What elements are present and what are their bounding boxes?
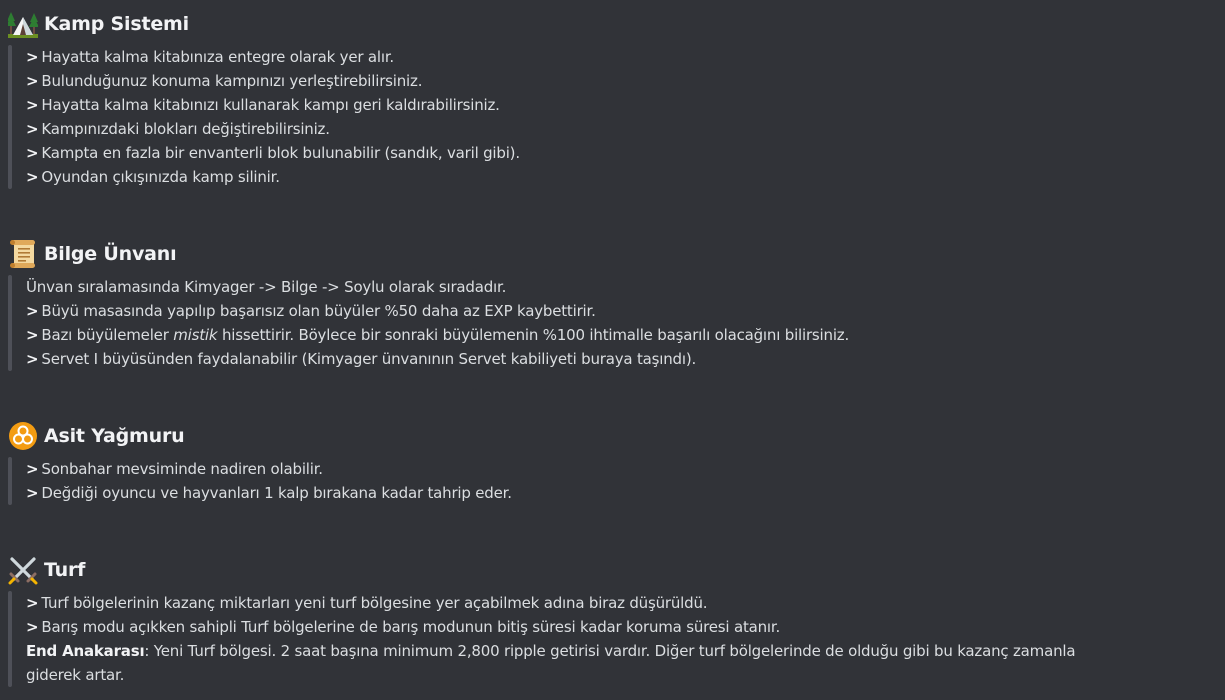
section-title: Bilge Ünvanı — [44, 243, 177, 265]
list-item: > Hayatta kalma kitabınıza entegre olarak yer alır. — [26, 48, 394, 66]
blockquote — [8, 45, 1208, 189]
list-item: Ünvan sıralamasında Kimyager -> Bilge -> Soylu olarak sıradadır. — [26, 278, 507, 296]
section-heading — [8, 555, 1208, 585]
section-heading — [8, 239, 1208, 269]
list-item: > Servet I büyüsünden faydalanabilir (Kimyager ünvanının Servet kabiliyeti buraya taşındı). — [26, 350, 697, 368]
section-turf — [8, 555, 1208, 687]
list-item: > Sonbahar mevsiminde nadiren olabilir. — [26, 460, 323, 478]
section-heading — [8, 421, 1208, 451]
list-item: > Bazı büyülemeler mistik hissettirir. Böylece bir sonraki büyülemenin %100 ihtimalle başarılı olacağını bilirsiniz. — [26, 326, 850, 344]
section-title: Asit Yağmuru — [44, 425, 185, 447]
list-item: > Hayatta kalma kitabınızı kullanarak kampı geri kaldırabilirsiniz. — [26, 96, 500, 114]
list-item: > Büyü masasında yapılıp başarısız olan büyüler %50 daha az EXP kaybettirir. — [26, 302, 596, 320]
biohazard-icon — [8, 421, 38, 451]
list-item: > Barış modu açıkken sahipli Turf bölgelerine de barış modunun bitiş süresi kadar koruma süresi atanır. — [26, 618, 781, 636]
section-kamp-sistemi — [8, 9, 1208, 189]
section-heading — [8, 9, 1208, 39]
list-item: > Değdiği oyuncu ve hayvanları 1 kalp bırakana kadar tahrip eder. — [26, 484, 512, 502]
section-title: Turf — [44, 559, 86, 581]
blockquote — [8, 457, 1208, 505]
section-bilge-unvani — [8, 239, 1208, 371]
list-item: > Kampınızdaki blokları değiştirebilirsiniz. — [26, 120, 330, 138]
blockquote — [8, 275, 1208, 371]
scroll-icon — [8, 239, 38, 269]
list-item: > Turf bölgelerinin kazanç miktarları yeni turf bölgesine yer açabilmek adına biraz düşürüldü. — [26, 594, 708, 612]
section-title: Kamp Sistemi — [44, 13, 189, 35]
blockquote — [8, 591, 1208, 687]
list-item: > Kampta en fazla bir envanterli blok bulunabilir (sandık, varil gibi). — [26, 144, 520, 162]
crossed-swords-icon — [8, 555, 38, 585]
list-item: End Anakarası: Yeni Turf bölgesi. 2 saat başına minimum 2,800 ripple getirisi vardır. Diğer turf bölgelerinde de olduğu gibi bu kazanç zamanla giderek artar. — [26, 642, 1076, 684]
section-asit-yagmuru — [8, 421, 1208, 505]
list-item: > Oyundan çıkışınızda kamp silinir. — [26, 168, 280, 186]
list-item: > Bulunduğunuz konuma kampınızı yerleştirebilirsiniz. — [26, 72, 423, 90]
camping-tent-icon — [8, 9, 38, 39]
